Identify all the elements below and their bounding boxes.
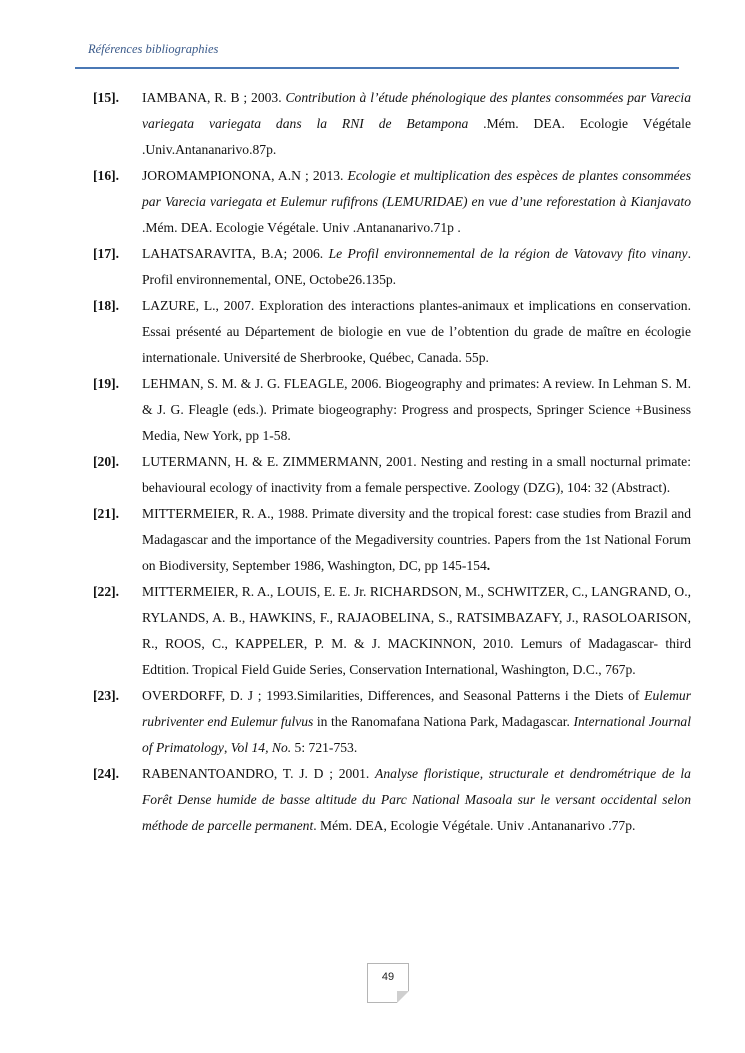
reference-text-segment: International Journal of Primatology [142, 714, 691, 755]
page-number-box [367, 963, 409, 1003]
reference-text [142, 241, 691, 293]
reference-text-segment: . Mém. DEA, Ecologie Végétale. Univ .Antananarivo .77p. [313, 818, 636, 833]
reference-text [142, 761, 691, 839]
reference-text [142, 449, 691, 501]
reference-text [142, 293, 691, 371]
reference-text-segment: LEHMAN, S. M. & J. G. FLEAGLE, 2006. Biogeography and primates: A review. In Lehman S. M. & J. G. Fleagle (eds.). Primate biogeography: Progress and prospects, Springer Science +Business Media, New York, pp 1-58. [142, 376, 691, 443]
reference-text [142, 579, 691, 683]
reference-text-segment: 5: 721-753. [291, 740, 358, 755]
reference-text-segment: .Mém. DEA. Ecologie Végétale .Univ.Antananarivo.87p. [142, 116, 691, 157]
reference-text [142, 371, 691, 449]
reference-entry [93, 85, 691, 163]
reference-text-segment: IAMBANA, R. B ; 2003. [142, 90, 286, 105]
reference-text [142, 501, 691, 579]
reference-entry [93, 761, 691, 839]
header-rule [75, 67, 679, 69]
reference-text-segment: Vol 14, No. [230, 740, 292, 755]
reference-text-segment: .Mém. DEA. Ecologie Végétale. Univ .Antananarivo.71p . [142, 220, 461, 235]
page-number: 49 [381, 971, 395, 983]
reference-entry [93, 293, 691, 371]
reference-entry [93, 241, 691, 293]
reference-number: [24]. [93, 766, 120, 781]
reference-number: [23]. [93, 688, 120, 703]
reference-text-segment: Analyse floristique, structurale et dendrométrique de la Forêt Dense humide de basse altitude du Parc National Masoala sur le versant occidental selon méthode de parcelle permanent [142, 766, 691, 833]
reference-text [142, 683, 691, 761]
page-curl-decoration [397, 991, 409, 1003]
reference-text-segment: LAZURE, L., 2007. Exploration des interactions plantes-animaux et implications en conservation. Essai présenté au Département de biologie en vue de l’obtention du grade de maître en écologie internationale. Université de Sherbrooke, Québec, Canada. 55p. [142, 298, 691, 365]
reference-number: [19]. [93, 376, 120, 391]
reference-text-segment: . [486, 558, 491, 573]
reference-number: [20]. [93, 454, 120, 469]
reference-text-segment: MITTERMEIER, R. A., LOUIS, E. E. Jr. RICHARDSON, M., SCHWITZER, C., LANGRAND, O., RYLANDS, A. B., HAWKINS, F., RAJAOBELINA, S., RATSIMBAZAFY, J., RASOLOARISON, R., ROOS, C., KAPPELER, P. M. & J. MACKINNON, 2010. Lemurs of Madagascar- third Edtition. Tropical Field Guide Series, Conservation International, Washington, D.C., 767p. [142, 584, 691, 677]
reference-number: [16]. [93, 168, 120, 183]
reference-text-segment: MITTERMEIER, R. A., 1988. Primate diversity and the tropical forest: case studies from Brazil and Madagascar and the importance of the Megadiversity countries. Papers from the 1st National Forum on Biodiversity, September 1986, Washington, DC, pp 145-154 [142, 506, 691, 573]
reference-text-segment: Contribution à l’étude phénologique des plantes consommées par Varecia variegata variegata dans la RNI de Betampona [142, 90, 691, 131]
reference-list [93, 85, 691, 839]
reference-text-segment: , [223, 740, 231, 755]
reference-number: [18]. [93, 298, 120, 313]
reference-text-segment: LAHATSARAVITA, B.A; 2006. [142, 246, 329, 261]
reference-text-segment: OVERDORFF, D. J ; 1993.Similarities, Differences, and Seasonal Patterns i the Diets of [142, 688, 645, 703]
reference-number: [17]. [93, 246, 120, 261]
reference-entry [93, 501, 691, 579]
reference-number: [21]. [93, 506, 120, 521]
reference-number: [22]. [93, 584, 120, 599]
reference-text-segment: Eulemur rubriventer end Eulemur fulvus [142, 688, 691, 729]
reference-text [142, 163, 691, 241]
reference-text-segment: in the Ranomafana Nationa Park, Madagascar. [313, 714, 574, 729]
reference-text-segment: Le Profil environnemental de la région de Vatovavy fito vinany [328, 246, 688, 261]
reference-text-segment: RABENANTOANDRO, T. J. D ; 2001. [142, 766, 376, 781]
reference-entry [93, 683, 691, 761]
reference-text-segment: JOROMAMPIONONA, A.N ; 2013. [142, 168, 348, 183]
reference-entry [93, 163, 691, 241]
reference-entry [93, 371, 691, 449]
reference-entry [93, 449, 691, 501]
running-header: Références bibliographies [88, 42, 219, 56]
reference-text-segment: LUTERMANN, H. & E. ZIMMERMANN, 2001. Nesting and resting in a small nocturnal primate: behavioural ecology of inactivity from a female perspective. Zoology (DZG), 104: 32 (Abstract). [142, 454, 691, 495]
reference-number: [15]. [93, 90, 120, 105]
reference-text [142, 85, 691, 163]
reference-entry [93, 579, 691, 683]
reference-text-segment: . Profil environnemental, ONE, Octobe26.135p. [142, 246, 691, 287]
reference-text-segment: Ecologie et multiplication des espèces de plantes consommées par Varecia variegata et Eulemur rufifrons (LEMURIDAE) en vue d’une reforestation à Kianjavato [142, 168, 691, 209]
